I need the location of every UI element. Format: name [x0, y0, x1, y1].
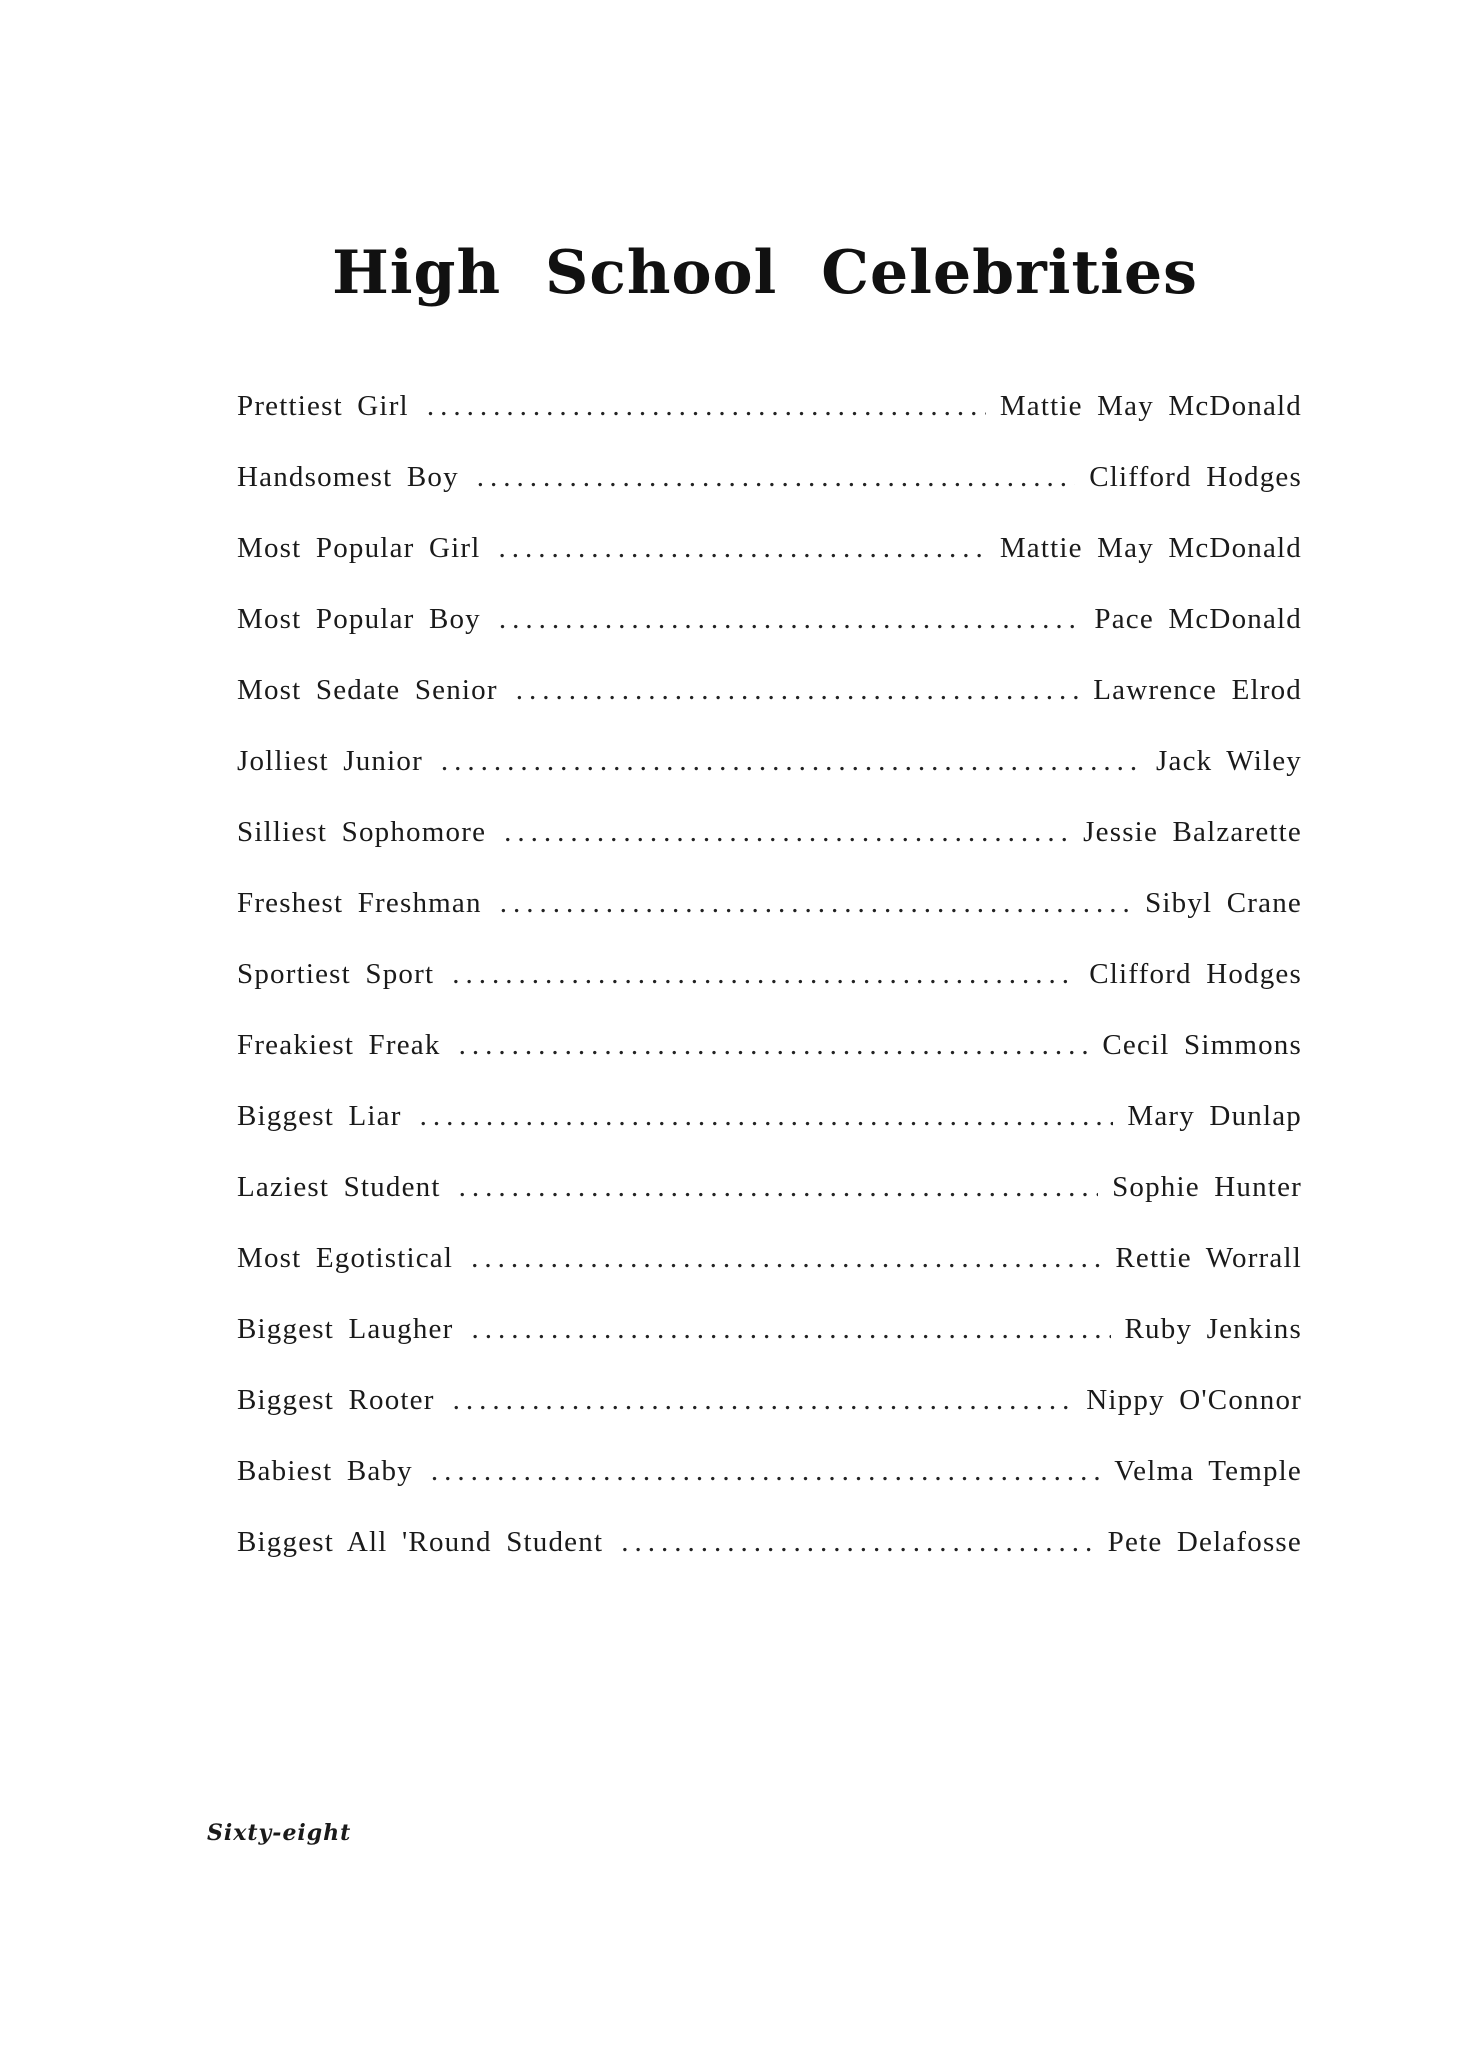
dot-leader [499, 603, 1080, 636]
celebrity-name: Mattie May McDonald [999, 390, 1302, 422]
celebrity-title: Biggest All 'Round Student [237, 1526, 604, 1558]
celebrity-name: Sibyl Crane [1145, 887, 1302, 919]
dot-leader [498, 532, 985, 565]
celebrity-title: Most Popular Boy [237, 603, 481, 635]
celebrity-row [237, 887, 1302, 958]
celebrity-title: Freshest Freshman [237, 887, 482, 919]
celebrity-title: Most Egotistical [237, 1242, 454, 1274]
celebrity-name: Jessie Balzarette [1083, 816, 1302, 848]
celebrity-row [237, 1242, 1302, 1313]
celebrity-name: Cecil Simmons [1102, 1029, 1302, 1061]
celebrity-title: Handsomest Boy [237, 461, 459, 493]
celebrity-name: Jack Wiley [1156, 745, 1302, 777]
celebrity-title: Most Sedate Senior [237, 674, 498, 706]
celebrity-title: Freakiest Freak [237, 1029, 441, 1061]
celebrity-title: Laziest Student [237, 1171, 441, 1203]
celebrity-name: Pete Delafosse [1107, 1526, 1302, 1558]
celebrity-row [237, 816, 1302, 887]
celebrity-title: Silliest Sophomore [237, 816, 487, 848]
dot-leader [471, 1242, 1101, 1275]
celebrity-name: Velma Temple [1114, 1455, 1302, 1487]
celebrity-title: Biggest Laugher [237, 1313, 454, 1345]
celebrity-name: Lawrence Elrod [1093, 674, 1302, 706]
celebrity-name: Mattie May McDonald [999, 532, 1302, 564]
celebrities-list [237, 390, 1302, 1597]
celebrity-row [237, 1313, 1302, 1384]
celebrity-title: Sportiest Sport [237, 958, 435, 990]
celebrity-title: Biggest Liar [237, 1100, 402, 1132]
page-number: Sixty-eight [207, 1820, 352, 1846]
dot-leader [500, 887, 1131, 920]
celebrity-row [237, 745, 1302, 816]
dot-leader [431, 1455, 1100, 1488]
celebrity-title: Prettiest Girl [237, 390, 409, 422]
celebrity-name: Ruby Jenkins [1124, 1313, 1302, 1345]
celebrity-row [237, 603, 1302, 674]
dot-leader [621, 1526, 1093, 1559]
celebrity-name: Mary Dunlap [1127, 1100, 1302, 1132]
celebrity-name: Clifford Hodges [1089, 958, 1302, 990]
celebrity-row [237, 390, 1302, 461]
celebrity-row [237, 958, 1302, 1029]
celebrity-row [237, 532, 1302, 603]
dot-leader [441, 745, 1142, 778]
dot-leader [471, 1313, 1110, 1346]
celebrity-row [237, 1384, 1302, 1455]
celebrity-title: Most Popular Girl [237, 532, 481, 564]
dot-leader [420, 1100, 1114, 1133]
celebrity-title: Biggest Rooter [237, 1384, 435, 1416]
celebrity-row [237, 1171, 1302, 1242]
dot-leader [453, 1384, 1073, 1417]
dot-leader [459, 1171, 1098, 1204]
dot-leader [477, 461, 1075, 494]
dot-leader [427, 390, 986, 423]
dot-leader [504, 816, 1069, 849]
celebrity-name: Clifford Hodges [1089, 461, 1302, 493]
celebrity-row [237, 674, 1302, 745]
dot-leader [459, 1029, 1089, 1062]
celebrity-row [237, 1455, 1302, 1526]
page-title: High School Celebrities [332, 238, 1198, 308]
celebrity-row [237, 1029, 1302, 1100]
celebrity-row [237, 1100, 1302, 1171]
dot-leader [516, 674, 1079, 707]
celebrity-title: Jolliest Junior [237, 745, 423, 777]
celebrity-name: Sophie Hunter [1112, 1171, 1302, 1203]
celebrity-title: Babiest Baby [237, 1455, 413, 1487]
celebrity-row [237, 1526, 1302, 1597]
celebrity-name: Nippy O'Connor [1086, 1384, 1302, 1416]
dot-leader [452, 958, 1075, 991]
celebrity-name: Pace McDonald [1094, 603, 1302, 635]
celebrity-row [237, 461, 1302, 532]
celebrity-name: Rettie Worrall [1115, 1242, 1302, 1274]
